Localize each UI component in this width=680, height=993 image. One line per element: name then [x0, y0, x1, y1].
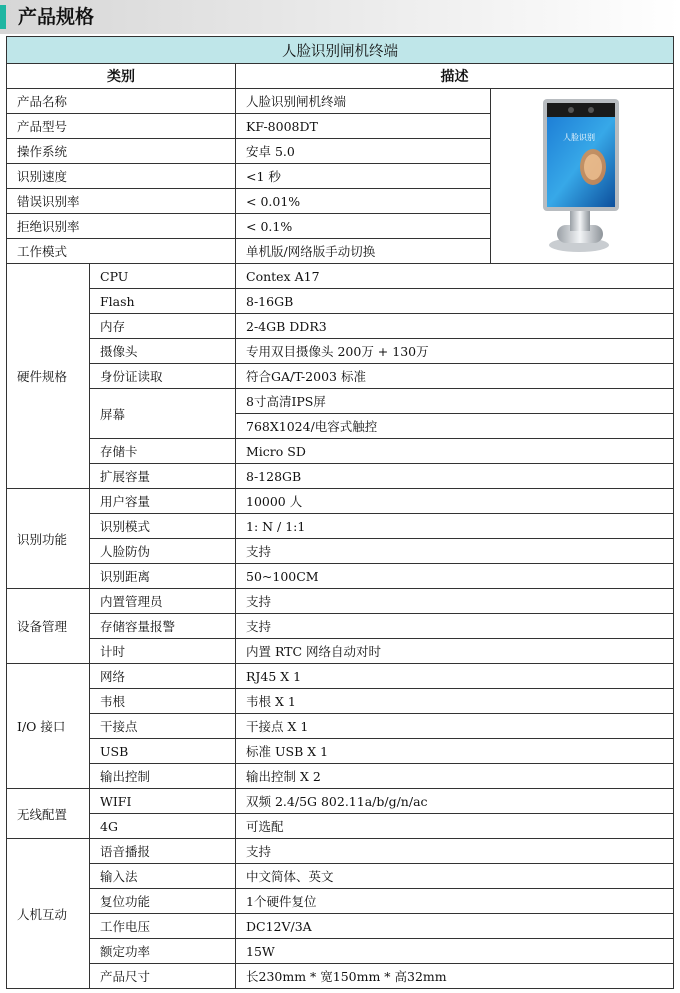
row-value: 8-128GB: [236, 464, 674, 489]
table-row: [7, 789, 674, 814]
row-label: 识别距离: [90, 564, 236, 589]
table-row: [7, 339, 674, 364]
row-value: DC12V/3A: [236, 914, 674, 939]
row-value: Contex A17: [236, 264, 674, 289]
row-value: 15W: [236, 939, 674, 964]
column-header-row: [7, 64, 674, 89]
row-label: 拒绝识别率: [7, 214, 236, 239]
row-value: 1个硬件复位: [236, 889, 674, 914]
row-value: 双频 2.4/5G 802.11a/b/g/n/ac: [236, 789, 674, 814]
row-value: <1 秒: [236, 164, 491, 189]
row-label: WIFI: [90, 789, 236, 814]
table-row: [7, 439, 674, 464]
row-value: 符合GA/T-2003 标准: [236, 364, 674, 389]
row-label: 产品型号: [7, 114, 236, 139]
row-label: 计时: [90, 639, 236, 664]
row-value: 支持: [236, 589, 674, 614]
row-label: 人脸防伪: [90, 539, 236, 564]
row-label: CPU: [90, 264, 236, 289]
camera-bar: [547, 103, 615, 117]
table-row: [7, 389, 674, 414]
screen-text: 人脸识别: [563, 132, 595, 142]
table-row: [7, 314, 674, 339]
table-row: [7, 814, 674, 839]
group-label-device: 设备管理: [7, 589, 90, 664]
row-label: 扩展容量: [90, 464, 236, 489]
row-label: 内存: [90, 314, 236, 339]
row-value: 768X1024/电容式触控: [236, 414, 674, 439]
row-label: 网络: [90, 664, 236, 689]
row-label: 屏幕: [90, 389, 236, 439]
row-value: 干接点 X 1: [236, 714, 674, 739]
row-value: 标准 USB X 1: [236, 739, 674, 764]
row-value: 安卓 5.0: [236, 139, 491, 164]
row-value: 人脸识别闸机终端: [236, 89, 491, 114]
section-header: [0, 0, 680, 34]
row-value: 10000 人: [236, 489, 674, 514]
section-accent-bar: [0, 5, 6, 29]
table-row: [7, 939, 674, 964]
row-value: 50~100CM: [236, 564, 674, 589]
table-row: [7, 864, 674, 889]
table-title: 人脸识别闸机终端: [7, 37, 674, 64]
row-value: 单机版/网络版手动切换: [236, 239, 491, 264]
spec-table: [6, 36, 674, 989]
table-row: [7, 589, 674, 614]
column-header-category: 类别: [7, 64, 236, 89]
table-row: [7, 689, 674, 714]
row-value: 支持: [236, 614, 674, 639]
row-label: 识别速度: [7, 164, 236, 189]
camera-lens-icon: [588, 107, 594, 113]
camera-lens-icon: [568, 107, 574, 113]
row-label: 输入法: [90, 864, 236, 889]
group-label-wireless: 无线配置: [7, 789, 90, 839]
column-header-description: 描述: [236, 64, 674, 89]
row-value: KF-8008DT: [236, 114, 491, 139]
row-label: 存储卡: [90, 439, 236, 464]
row-value: 1: N / 1:1: [236, 514, 674, 539]
table-title-row: [7, 37, 674, 64]
row-label: USB: [90, 739, 236, 764]
group-label-hmi: 人机互动: [7, 839, 90, 989]
table-row: [7, 739, 674, 764]
row-label: 4G: [90, 814, 236, 839]
table-row: [7, 839, 674, 864]
row-label: 干接点: [90, 714, 236, 739]
table-row: [7, 764, 674, 789]
row-label: 复位功能: [90, 889, 236, 914]
row-label: 摄像头: [90, 339, 236, 364]
table-row: [7, 489, 674, 514]
table-row: [7, 464, 674, 489]
row-value: 2-4GB DDR3: [236, 314, 674, 339]
row-value: 支持: [236, 539, 674, 564]
row-value: 长230mm * 宽150mm * 高32mm: [236, 964, 674, 989]
group-label-hardware: 硬件规格: [7, 264, 90, 489]
row-label: 错误识别率: [7, 189, 236, 214]
row-value: 支持: [236, 839, 674, 864]
section-title: 产品规格: [18, 6, 95, 28]
row-value: 可选配: [236, 814, 674, 839]
row-value: 输出控制 X 2: [236, 764, 674, 789]
row-label: 识别模式: [90, 514, 236, 539]
row-value: Micro SD: [236, 439, 674, 464]
row-value: 8寸高清IPS屏: [236, 389, 674, 414]
table-row: [7, 289, 674, 314]
row-value: 8-16GB: [236, 289, 674, 314]
row-label: 韦根: [90, 689, 236, 714]
row-label: Flash: [90, 289, 236, 314]
table-row: [7, 89, 674, 114]
table-row: [7, 714, 674, 739]
table-row: [7, 914, 674, 939]
group-label-io: I/O 接口: [7, 664, 90, 789]
row-value: 韦根 X 1: [236, 689, 674, 714]
row-label: 语音播报: [90, 839, 236, 864]
row-value: RJ45 X 1: [236, 664, 674, 689]
row-label: 输出控制: [90, 764, 236, 789]
row-value: 中文简体、英文: [236, 864, 674, 889]
table-row: [7, 614, 674, 639]
table-row: [7, 889, 674, 914]
row-label: 产品尺寸: [90, 964, 236, 989]
table-row: [7, 639, 674, 664]
table-row: [7, 264, 674, 289]
row-label: 用户容量: [90, 489, 236, 514]
row-label: 工作电压: [90, 914, 236, 939]
row-label: 工作模式: [7, 239, 236, 264]
row-value: < 0.01%: [236, 189, 491, 214]
row-label: 身份证读取: [90, 364, 236, 389]
table-row: [7, 364, 674, 389]
row-label: 额定功率: [90, 939, 236, 964]
face-highlight: [584, 154, 602, 180]
table-row: [7, 964, 674, 989]
row-label: 存储容量报警: [90, 614, 236, 639]
product-image-cell: [491, 89, 674, 264]
row-value: 专用双目摄像头 200万 + 130万: [236, 339, 674, 364]
table-row: [7, 664, 674, 689]
table-row: [7, 539, 674, 564]
product-image: [527, 95, 637, 255]
row-label: 产品名称: [7, 89, 236, 114]
row-label: 内置管理员: [90, 589, 236, 614]
row-label: 操作系统: [7, 139, 236, 164]
group-label-recognition: 识别功能: [7, 489, 90, 589]
table-row: [7, 514, 674, 539]
row-value: 内置 RTC 网络自动对时: [236, 639, 674, 664]
table-row: [7, 564, 674, 589]
row-value: < 0.1%: [236, 214, 491, 239]
